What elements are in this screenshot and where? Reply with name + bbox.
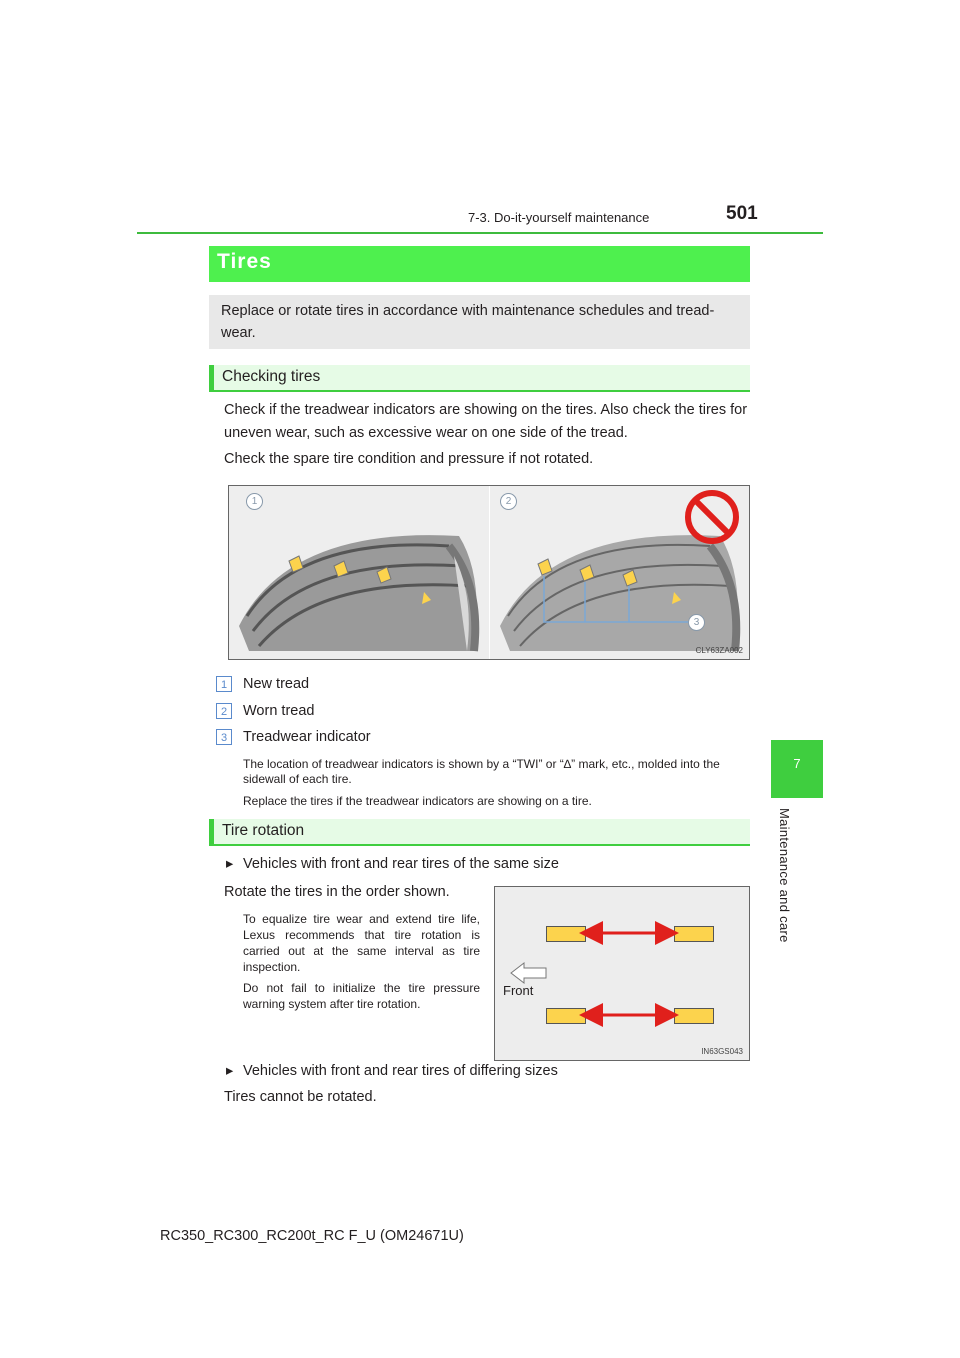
rotation-note-2: Do not fail to initialize the tire pressure warning system after tire rotation.	[243, 981, 480, 1011]
header-divider	[137, 232, 823, 234]
legend-item	[216, 676, 232, 692]
chapter-tab[interactable]	[771, 740, 823, 798]
rotation-lead: Rotate the tires in the order shown.	[224, 884, 450, 900]
intro-text: Replace or rotate tires in accordance with maintenance schedules and tread-wear.	[221, 303, 715, 341]
rotation-figure	[494, 886, 750, 1061]
chapter-number: 7	[793, 756, 801, 771]
new-tire-illustration	[229, 486, 489, 659]
bullet-arrow-icon: ▸	[226, 856, 234, 872]
same-size-bullet: Vehicles with front and rear tires of the same size	[243, 856, 559, 872]
callout-2: 2	[500, 493, 517, 510]
worn-tire-illustration	[490, 486, 750, 659]
legend-item	[216, 703, 232, 719]
legend-label-new-tread: New tread	[243, 676, 310, 692]
legend-label-worn-tread: Worn tread	[243, 703, 315, 719]
spare-tire-paragraph: Check the spare tire condition and pressure if not rotated.	[224, 451, 594, 467]
section-heading-text: Tire rotation	[222, 822, 305, 839]
legend-number-3: 3	[216, 729, 232, 745]
bullet-arrow-icon: ▸	[226, 1063, 234, 1079]
treadwear-figure	[228, 485, 750, 660]
cannot-rotate-text: Tires cannot be rotated.	[224, 1089, 377, 1105]
callout-1: 1	[246, 493, 263, 510]
footer-model-code: RC350_RC300_RC200t_RC F_U (OM24671U)	[160, 1228, 464, 1244]
header-section-title: 7-3. Do-it-yourself maintenance	[468, 210, 650, 225]
legend-number-2: 2	[216, 703, 232, 719]
rotation-arrows	[495, 887, 749, 1060]
replace-note: Replace the tires if the treadwear indicators are showing on a tire.	[243, 794, 592, 808]
page-title-bar	[209, 246, 750, 282]
worn-tread-panel	[490, 486, 750, 659]
chapter-label: Maintenance and care	[777, 808, 792, 943]
figure-code: IN63GS043	[701, 1047, 743, 1056]
section-heading-checking	[209, 365, 750, 392]
section-heading-text: Checking tires	[222, 368, 321, 385]
intro-box	[209, 295, 750, 349]
section-heading-rotation	[209, 819, 750, 846]
page-number: 501	[726, 203, 758, 224]
legend-number-1: 1	[216, 676, 232, 692]
legend-label-indicator: Treadwear indicator	[243, 729, 371, 745]
legend-item	[216, 729, 232, 745]
new-tread-panel	[229, 486, 489, 659]
callout-3: 3	[688, 614, 705, 631]
page-title: Tires	[217, 250, 272, 273]
checking-paragraph: Check if the treadwear indicators are showing on the tires. Also check the tires for uneven wear, such as excessive wear on one side of the tread.	[224, 402, 748, 441]
figure-code: CLY63ZA002	[695, 646, 743, 655]
rotation-note-1: To equalize tire wear and extend tire life, Lexus recommends that tire rotation is carried out at the same interval as tire inspection.	[243, 912, 480, 974]
treadwear-note: The location of treadwear indicators is shown by a “TWI” or “∆” mark, etc., molded into the sidewall of each tire.	[243, 757, 720, 786]
front-label: Front	[503, 983, 534, 998]
differing-size-bullet: Vehicles with front and rear tires of differing sizes	[243, 1063, 558, 1079]
